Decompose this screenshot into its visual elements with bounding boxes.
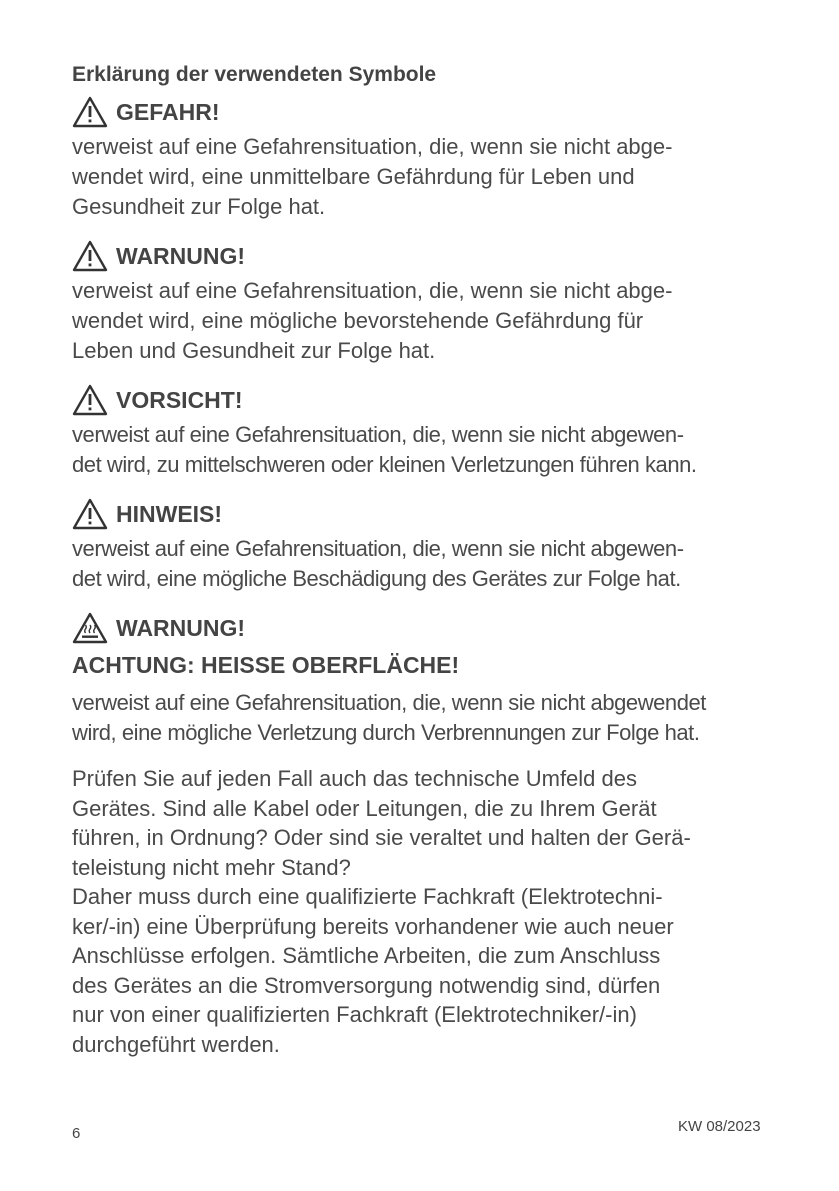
section-warnung [72, 236, 772, 366]
body-line: Anschlüsse erfolgen. Sämtliche Arbeiten, die zum Anschluss [72, 943, 661, 968]
description-line: verweist auf eine Gefahrensituation, die, wenn sie nicht abge- [72, 134, 673, 159]
section-title-row [72, 494, 772, 534]
description-line: Gesundheit zur Folge hat. [72, 194, 326, 219]
section-description [72, 534, 772, 594]
description-line: Leben und Gesundheit zur Folge hat. [72, 338, 436, 363]
body-line: des Gerätes an die Stromversorgung notwendig sind, dürfen [72, 972, 661, 998]
section-gefahr [72, 92, 772, 222]
section-title: WARNUNG! [116, 614, 246, 641]
warning-triangle-icon [72, 384, 108, 416]
body-paragraph [72, 764, 772, 1059]
section-subtitle: ACHTUNG: HEISSE OBERFLÄCHE! [72, 652, 460, 678]
section-title: VORSICHT! [116, 386, 243, 413]
warning-triangle-icon [72, 240, 108, 272]
section-title-row [72, 236, 772, 276]
section-title-row [72, 608, 772, 648]
description-line: wird, eine mögliche Verletzung durch Verbrennungen zur Folge hat. [72, 720, 700, 745]
description-line: wendet wird, eine mögliche bevorstehende Gefährdung für [72, 308, 644, 333]
body-line: Gerätes. Sind alle Kabel oder Leitungen, die zu Ihrem Gerät [72, 795, 657, 821]
body-line: führen, in Ordnung? Oder sind sie veraltet und halten der Gerä- [72, 825, 691, 850]
section-description [72, 132, 772, 222]
page-heading: Erklärung der verwendeten Symbole [72, 63, 437, 86]
section-hot-surface [72, 608, 772, 748]
body-line: Prüfen Sie auf jeden Fall auch das technische Umfeld des [72, 766, 637, 791]
document-page [72, 58, 772, 1059]
body-line: Daher muss durch eine qualifizierte Fachkraft (Elektrotechni- [72, 884, 663, 909]
page-number: 6 [72, 1125, 81, 1142]
body-line: durchgeführt werden. [72, 1031, 280, 1057]
description-line: det wird, eine mögliche Beschädigung des Gerätes zur Folge hat. [72, 566, 681, 591]
section-vorsicht [72, 380, 772, 480]
description-line: verweist auf eine Gefahrensituation, die, wenn sie nicht abge- [72, 278, 673, 303]
description-line: verweist auf eine Gefahrensituation, die, wenn sie nicht abgewen- [72, 422, 684, 447]
section-description [72, 688, 772, 748]
section-title-row [72, 380, 772, 420]
body-line: ker/-in) eine Überprüfung bereits vorhandener wie auch neuer [72, 913, 674, 939]
section-description [72, 276, 772, 366]
section-title-row [72, 92, 772, 132]
body-line: nur von einer qualifizierten Fachkraft (Elektrotechniker/-in) [72, 1002, 637, 1027]
section-hinweis [72, 494, 772, 594]
warning-triangle-icon [72, 96, 108, 128]
description-line: verweist auf eine Gefahrensituation, die, wenn sie nicht abgewendet [72, 690, 706, 715]
hot-surface-icon [72, 612, 108, 644]
warning-triangle-icon [72, 498, 108, 530]
section-title: WARNUNG! [116, 242, 246, 269]
document-code: KW 08/2023 [678, 1118, 761, 1135]
description-line: verweist auf eine Gefahrensituation, die, wenn sie nicht abgewen- [72, 536, 684, 561]
description-line: wendet wird, eine unmittelbare Gefährdung für Leben und [72, 164, 635, 189]
description-line: det wird, zu mittelschweren oder kleinen Verletzungen führen kann. [72, 452, 697, 477]
section-title: GEFAHR! [116, 98, 220, 125]
section-description [72, 420, 772, 480]
body-line: teleistung nicht mehr Stand? [72, 854, 351, 880]
section-title: HINWEIS! [116, 500, 223, 527]
